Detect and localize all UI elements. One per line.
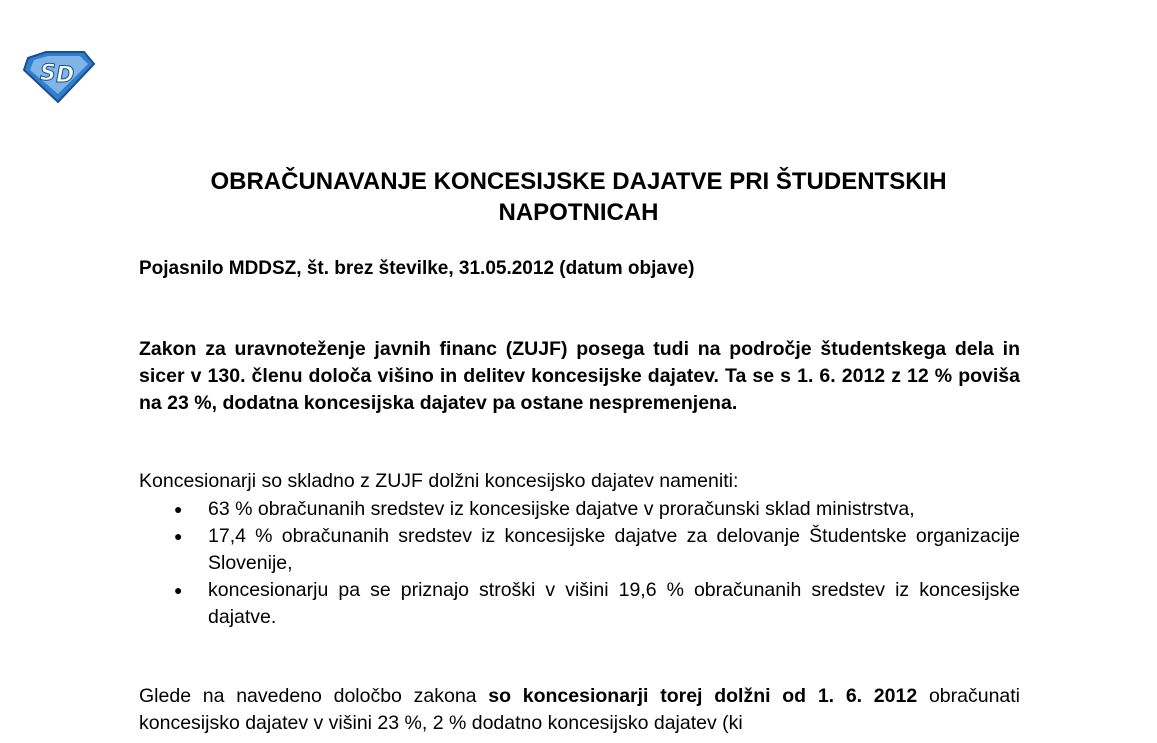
list-intro-paragraph: Koncesionarji so skladno z ZUJF dolžni koncesijsko dajatev nameniti: <box>139 470 739 492</box>
bullet-icon: ● <box>174 582 183 598</box>
intro-paragraph: Zakon za uravnoteženje javnih financ (ZUJF) posega tudi na področje študentskega dela in sicer v 130. členu določa višino in delitev koncesijske dajatev. Ta se s 1. 6. 2012 z 12 % poviša na 23 %, dodatna koncesijska dajatev pa ostane nespremenjena. <box>139 338 1020 414</box>
bullet-icon: ● <box>174 501 183 517</box>
conclusion-paragraph: Glede na navedeno določbo zakona so koncesionarji torej dolžni od 1. 6. 2012 obračunati koncesijsko dajatev v višini 23 %, 2 % dodatno koncesijsko dajatev (ki <box>139 685 1021 734</box>
bullet-icon: ● <box>174 528 183 544</box>
document-title <box>100 166 1057 228</box>
svg-text:S: S <box>40 61 56 86</box>
document-subtitle: Pojasnilo MDDSZ, št. brez številke, 31.05.2012 (datum objave) <box>139 258 695 279</box>
list-item: ● koncesionarju pa se priznajo stroški v višini 19,6 % obračunanih sredstev iz koncesijske dajatve. <box>174 579 1020 628</box>
sd-logo-icon <box>22 50 96 104</box>
svg-text:D: D <box>56 63 75 88</box>
title-line-2: NAPOTNICAH <box>498 199 659 226</box>
conclusion-bold-text: so koncesionarji torej dolžni od 1. 6. 2012 <box>488 685 918 707</box>
list-item: ● 17,4 % obračunanih sredstev iz koncesijske dajatve za delovanje Študentske organizacije Slovenije, <box>174 525 1020 574</box>
allocation-list <box>174 496 1020 631</box>
title-line-1: OBRAČUNAVANJE KONCESIJSKE DAJATVE PRI ŠTUDENTSKIH <box>210 168 947 195</box>
list-item: ● 63 % obračunanih sredstev iz koncesijske dajatve v proračunski sklad ministrstva, <box>208 496 1020 523</box>
